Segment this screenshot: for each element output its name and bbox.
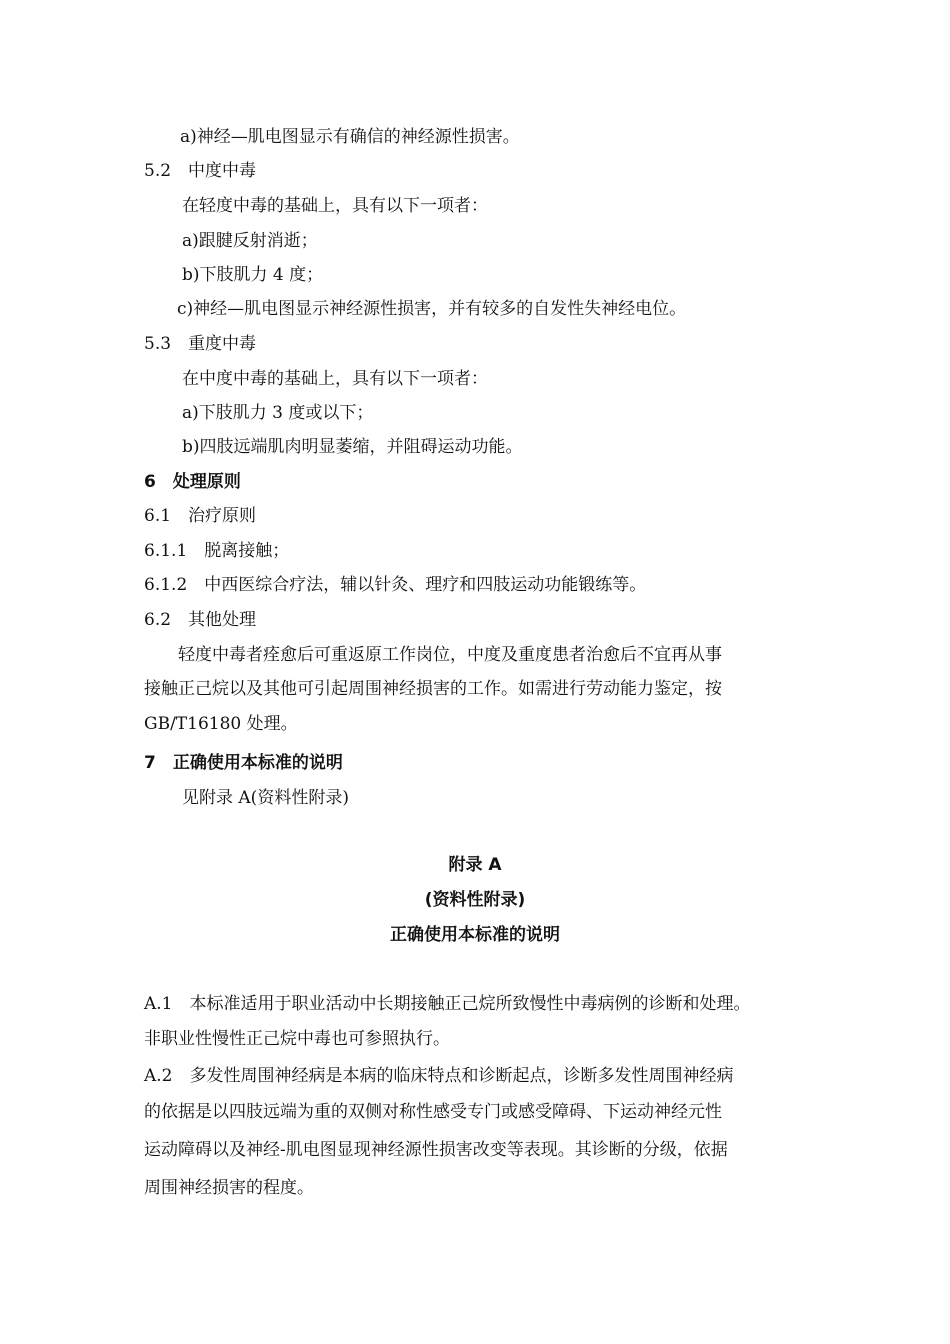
text-line: 在轻度中毒的基础上，具有以下一项者： xyxy=(182,196,488,216)
chapter-heading: 6 处理原则 xyxy=(144,472,241,492)
list-item: b)下肢肌力 4 度； xyxy=(182,265,324,285)
text-line: a)神经—肌电图显示有确信的神经源性损害。 xyxy=(180,127,520,147)
section-heading: 5.2 中度中毒 xyxy=(144,161,257,181)
list-item: a)下肢肌力 3 度或以下； xyxy=(182,403,374,423)
text-line: 在中度中毒的基础上，具有以下一项者： xyxy=(182,369,488,389)
appendix-title: 附录 A xyxy=(448,855,502,875)
paragraph-line: 的依据是以四肢远端为重的双侧对称性感受专门或感受障碍、下运动神经元性 xyxy=(144,1102,722,1122)
appendix-heading: 正确使用本标准的说明 xyxy=(390,925,560,945)
appendix-subtitle: (资料性附录) xyxy=(424,890,526,910)
paragraph-line: A.2 多发性周围神经病是本病的临床特点和诊断起点，诊断多发性周围神经病 xyxy=(144,1066,734,1086)
list-item: a)跟腱反射消逝； xyxy=(182,231,318,251)
paragraph-line: GB/T16180 处理。 xyxy=(144,714,298,734)
section-heading: 5.3 重度中毒 xyxy=(144,334,257,354)
paragraph-line: 周围神经损害的程度。 xyxy=(144,1178,314,1198)
text-line: 6.1.2 中西医综合疗法，辅以针灸、理疗和四肢运动功能锻练等。 xyxy=(144,575,647,595)
chapter-heading: 7 正确使用本标准的说明 xyxy=(144,753,343,773)
paragraph-line: 接触正己烷以及其他可引起周围神经损害的工作。如需进行劳动能力鉴定，按 xyxy=(144,679,722,699)
list-item: c)神经—肌电图显示神经源性损害，并有较多的自发性失神经电位。 xyxy=(177,299,687,319)
section-heading: 6.2 其他处理 xyxy=(144,610,257,630)
text-line: 见附录 A(资料性附录) xyxy=(182,788,349,808)
paragraph-line: 运动障碍以及神经-肌电图显现神经源性损害改变等表现。其诊断的分级，依据 xyxy=(144,1140,728,1160)
paragraph-line: 轻度中毒者痊愈后可重返原工作岗位，中度及重度患者治愈后不宜再从事 xyxy=(178,645,722,665)
section-heading: 6.1 治疗原则 xyxy=(144,506,257,526)
text-line: 6.1.1 脱离接触； xyxy=(144,541,290,561)
paragraph-line: A.1 本标准适用于职业活动中长期接触正己烷所致慢性中毒病例的诊断和处理。 xyxy=(144,994,751,1014)
list-item: b)四肢远端肌肉明显萎缩，并阻碍运动功能。 xyxy=(182,437,523,457)
paragraph-line: 非职业性慢性正己烷中毒也可参照执行。 xyxy=(144,1029,450,1049)
